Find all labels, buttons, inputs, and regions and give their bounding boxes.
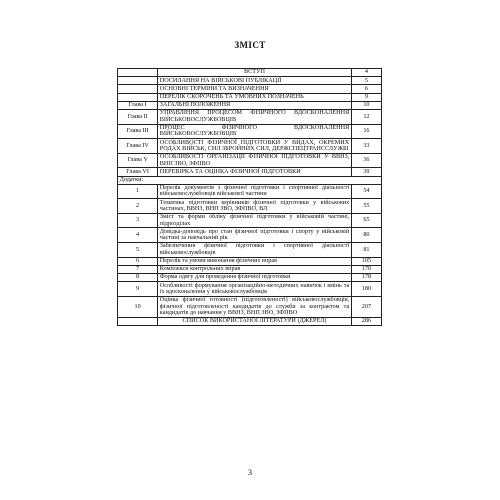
table-row xyxy=(118,93,382,101)
row-page: 5 xyxy=(351,77,381,85)
contents-table xyxy=(117,68,382,326)
row-title: ВСТУП xyxy=(158,69,352,77)
row-number: 9 xyxy=(118,282,158,297)
table-row xyxy=(118,228,382,243)
row-number: 6 xyxy=(118,257,158,265)
row-page: 16 xyxy=(351,124,381,139)
row-number: 1 xyxy=(118,184,158,199)
table-row xyxy=(118,77,382,85)
row-page: 33 xyxy=(351,139,381,154)
row-title: ОСОБЛИВОСТІ ОРГАНІЗАЦІЇ ФІЗИЧНОЇ ПІДГОТОВКИ У ВВНЗ, ВНП ЗВО, ЗФПВО xyxy=(158,153,352,168)
row-number: 3 xyxy=(118,213,158,228)
row-number: Глава І xyxy=(118,101,158,109)
table-row xyxy=(118,139,382,154)
row-page: 6 xyxy=(351,85,381,93)
row-title: СПИСОК ВИКОРИСТАНОЇ ЛІТЕРАТУРИ (ДЖЕРЕЛ) xyxy=(158,317,352,325)
row-title: Особливості формування організаційно-методичних навичок і вмінь та їх вдосконалення у військовослужбовців xyxy=(158,282,352,297)
table-row xyxy=(118,296,382,317)
appendix-label: Додатки: xyxy=(118,176,382,184)
table-row xyxy=(118,109,382,124)
row-number xyxy=(118,317,158,325)
row-number: 5 xyxy=(118,243,158,258)
table-row xyxy=(118,199,382,214)
table-row xyxy=(118,85,382,93)
row-title: Зміст та форми обліку фізичної підготовки у військовій частині, підрозділах xyxy=(158,213,352,228)
row-page: 4 xyxy=(351,69,381,77)
row-number xyxy=(118,69,158,77)
row-page: 170 xyxy=(351,265,381,273)
row-page: 55 xyxy=(351,199,381,214)
row-number: 10 xyxy=(118,296,158,317)
table-row xyxy=(118,153,382,168)
table-row xyxy=(118,168,382,176)
row-title: Забезпечення фізичної підготовки і спортивної діяльності військовослужбовців xyxy=(158,243,352,258)
row-title: ПЕРЕВІРКА ТА ОЦІНКА ФІЗИЧНОЇ ПІДГОТОВКИ xyxy=(158,168,352,176)
row-number xyxy=(118,85,158,93)
row-title: Тематика підготовки керівників фізичної підготовки у військових частинах, ВВНЗ, ВНП ЗВО, ЗФПВО, ВЛ xyxy=(158,199,352,214)
row-title: ЗАГАЛЬНІ ПОЛОЖЕННЯ xyxy=(158,101,352,109)
table-row xyxy=(118,282,382,297)
row-title: Комплекси контрольних вправ xyxy=(158,265,352,273)
row-number: Глава ІІ xyxy=(118,109,158,124)
row-page: 65 xyxy=(351,213,381,228)
row-title: ПОСИЛАННЯ НА ВІЙСЬКОВІ ПУБЛІКАЦІЇ xyxy=(158,77,352,85)
row-page: 36 xyxy=(351,153,381,168)
row-number xyxy=(118,93,158,101)
contents-title: ЗМІСТ xyxy=(234,40,266,50)
row-number: 8 xyxy=(118,274,158,282)
table-row xyxy=(118,265,382,273)
row-page: 105 xyxy=(351,257,381,265)
row-page: 286 xyxy=(351,317,381,325)
table-row xyxy=(118,243,382,258)
row-title: ОСНОВНІ ТЕРМІНИ ТА ВИЗНАЧЕННЯ xyxy=(158,85,352,93)
row-title: Оцінка фізичної готовності (підготовленості) військовослужбовців, фізичної підготовленості кандидатів до служби за контрактом та кандидатів до навчання у ВВНЗ, ВНП ЗВО, ЗФПВО xyxy=(158,296,352,317)
row-page: 9 xyxy=(351,93,381,101)
row-title: Перелік документів з фізичної підготовки і спортивної діяльності військовослужбовців військової частини xyxy=(158,184,352,199)
row-title: Форма одягу для проведення фізичної підготовки xyxy=(158,274,352,282)
table-row xyxy=(118,257,382,265)
row-number: 7 xyxy=(118,265,158,273)
table-row xyxy=(118,69,382,77)
table-row xyxy=(118,124,382,139)
row-title: ПЕРЕЛІК СКОРОЧЕНЬ ТА УМОВНИХ ПОЗНАЧЕНЬ xyxy=(158,93,352,101)
row-page: 180 xyxy=(351,282,381,297)
row-number: 2 xyxy=(118,199,158,214)
row-page: 39 xyxy=(351,168,381,176)
row-number: Глава VI xyxy=(118,168,158,176)
row-title: УПРАВЛІННЯ ПРОЦЕСОМ ФІЗИЧНОГО ВДОСКОНАЛЕННЯ ВІЙСЬКОВОСЛУЖБОВЦІВ xyxy=(158,109,352,124)
table-row xyxy=(118,101,382,109)
table-row xyxy=(118,274,382,282)
table-row xyxy=(118,184,382,199)
row-number: Глава V xyxy=(118,153,158,168)
row-title: Перелік та умови виконання фізичних вправ xyxy=(158,257,352,265)
row-title: Довідка-доповідь про стан фізичної підготовки і спорту у військовій частині за навчальний рік xyxy=(158,228,352,243)
row-page: 81 xyxy=(351,243,381,258)
row-number: Глава IV xyxy=(118,139,158,154)
table-row xyxy=(118,317,382,325)
row-number: Глава ІІІ xyxy=(118,124,158,139)
row-page: 207 xyxy=(351,296,381,317)
row-page: 10 xyxy=(351,101,381,109)
row-page: 80 xyxy=(351,228,381,243)
page-number: 3 xyxy=(248,468,252,477)
row-page: 54 xyxy=(351,184,381,199)
row-title: ПРОЦЕС ФІЗИЧНОГО ВДОСКОНАЛЕННЯ ВІЙСЬКОВОСЛУЖБОВЦІВ xyxy=(158,124,352,139)
row-number: 4 xyxy=(118,228,158,243)
row-page: 12 xyxy=(351,109,381,124)
row-number xyxy=(118,77,158,85)
appendix-header-row xyxy=(118,176,382,184)
row-page: 178 xyxy=(351,274,381,282)
row-title: ОСОБЛИВОСТІ ФІЗИЧНОЇ ПІДГОТОВКИ У ВИДАХ, ОКРЕМИХ РОДАХ ВІЙСЬК, СИЛ ЗБРОЙНИХ СИЛ, ДЕРЖСПЕЦТРАНССЛУЖБІ xyxy=(158,139,352,154)
table-row xyxy=(118,213,382,228)
